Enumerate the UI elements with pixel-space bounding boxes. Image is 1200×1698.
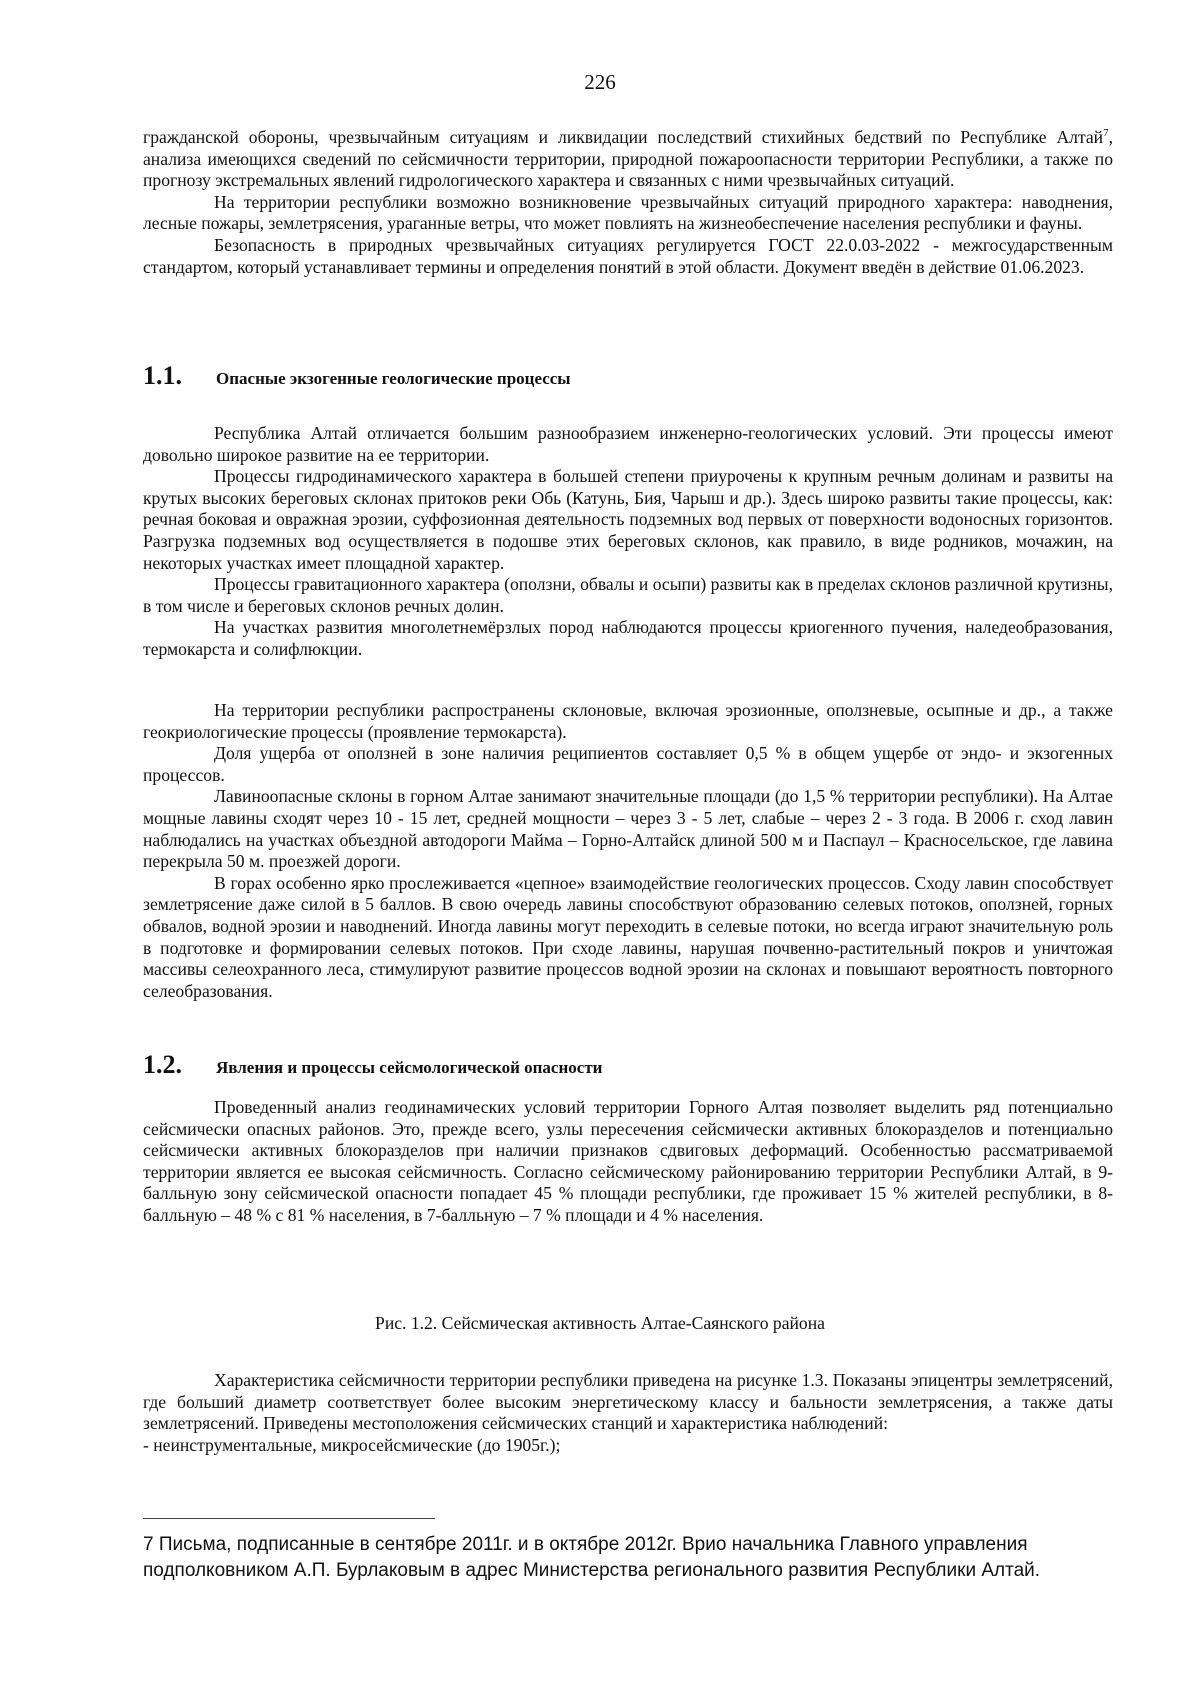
body-paragraph: На территории республики распространены склоновые, включая эрозионные, оползневые, осыпные и др., а также геокриологические процессы (проявление термокарста).	[143, 700, 1113, 742]
section-1-1-body	[143, 423, 1113, 661]
body-paragraph: Процессы гидродинамического характера в большей степени приурочены к крупным речным долинам и развиты на крутых высоких береговых склонах притоков реки Обь (Катунь, Бия, Чарыш и др.). Здесь широко развиты такие процессы, как: речная боковая и овражная эрозии, суффозионная деятельность подземных вод первых от поверхности водоносных горизонтов. Разгрузка подземных вод осуществляется в подошве этих береговых склонов, как правило, в виде родников, мочажин, на некоторых участках имеет площадной характер.	[143, 466, 1113, 573]
section-heading-1-1	[143, 361, 571, 391]
intro-paragraph-2: На территории республики возможно возникновение чрезвычайных ситуаций природного характера: наводнения, лесные пожары, землетрясения, ураганные ветры, что может повлиять на жизнеобеспечение населения республики и фауны.	[143, 191, 1113, 234]
body-paragraph: Характеристика сейсмичности территории республики приведена на рисунке 1.3. Показаны эпицентры землетрясений, где больший диаметр соответствует более высоким энергетическому классу и бальности землетрясения, а также даты землетрясений. Приведены местоположения сейсмических станций и характеристика наблюдений:	[143, 1370, 1113, 1434]
body-paragraph: Проведенный анализ геодинамических условий территории Горного Алтая позволяет выделить ряд потенциально сейсмически опасных районов. Это, прежде всего, узлы пересечения сейсмически активных блокоразделов и потенциально сейсмически активных блокоразделов при наличии признаков сдвиговых деформаций. Особенностью рассматриваемой территории является ее высокая сейсмичность. Согласно сейсмическому районированию территории Республики Алтай, в 9-балльную зону сейсмической опасности попадает 45 % площади республики, где проживает 15 % жителей республики, в 8-балльную – 48 % с 81 % населения, в 7-балльную – 7 % площади и 4 % населения.	[143, 1097, 1113, 1225]
intro-text-1-continued: , анализа имеющихся сведений по сейсмичности территории, природной пожароопасности территории Республики, а также по прогнозу экстремальных явлений гидрологического характера и связанных с ними чрезвычайных ситуаций.	[143, 127, 1113, 191]
after-figure-body	[143, 1370, 1113, 1456]
section-number: 1.2.	[143, 1050, 182, 1079]
intro-text-1: гражданской обороны, чрезвычайным ситуациям и ликвидации последствий стихийных бедствий по Республике Алтай	[143, 127, 1104, 147]
body-paragraph: Доля ущерба от оползней в зоне наличия реципиентов составляет 0,5 % в общем ущербе от эндо- и экзогенных процессов.	[143, 743, 1113, 785]
list-item: - неинструментальные, микросейсмические (до 1905г.);	[143, 1434, 561, 1455]
intro-block	[143, 127, 1113, 278]
section-number: 1.1.	[143, 361, 182, 390]
section-title: Явления и процессы сейсмологической опасности	[216, 1058, 603, 1077]
section-1-1-body-continued	[143, 700, 1113, 1002]
footnote-divider	[143, 1518, 435, 1519]
body-paragraph: Процессы гравитационного характера (оползни, обвалы и осыпи) развиты как в пределах склонов различной крутизны, в том числе и береговых склонов речных долин.	[143, 574, 1113, 616]
section-1-2-body	[143, 1097, 1113, 1227]
figure-caption: Рис. 1.2. Сейсмическая активность Алтае-Саянского района	[375, 1313, 825, 1333]
body-paragraph: Лавиноопасные склоны в горном Алтае занимают значительные площади (до 1,5 % территории республики). На Алтае мощные лавины сходят через 10 - 15 лет, средней мощности – через 3 - 5 лет, слабые – через 2 - 3 года. В 2006 г. сход лавин наблюдались на участках объездной автодороги Майма – Горно-Алтайск длиной 500 м и Паспаул – Красносельское, где лавина перекрыла 50 м. проезжей дороги.	[143, 786, 1113, 872]
body-paragraph: На участках развития многолетнемёрзлых пород наблюдаются процессы криогенного пучения, наледеобразования, термокарста и солифлюкции.	[143, 617, 1113, 659]
body-paragraph: В горах особенно ярко прослеживается «цепное» взаимодействие геологических процессов. Сходу лавин способствует землетрясение даже силой в 5 баллов. В свою очередь лавины способствуют образованию селевых потоков, оползней, горных обвалов, водной эрозии и наводнений. Иногда лавины могут переходить в селевые потоки, но всегда играют значительную роль в подготовке и формировании селевых потоков. При сходе лавины, нарушая почвенно-растительный покров и уничтожая массивы селеохранного леса, стимулируют развитие процессов водной эрозии на склонах и повышают вероятность повторного селеобразования.	[143, 872, 1113, 1001]
intro-paragraph-3: Безопасность в природных чрезвычайных ситуациях регулируется ГОСТ 22.0.03-2022 - межгосударственным стандартом, который устанавливает термины и определения понятий в этой области. Документ введён в действие 01.06.2023.	[143, 234, 1113, 277]
footnote-reference[interactable]: 7	[1103, 127, 1109, 140]
section-title: Опасные экзогенные геологические процессы	[216, 369, 571, 388]
section-heading-1-2	[143, 1050, 602, 1080]
page-number: 226	[584, 70, 616, 94]
body-paragraph: Республика Алтай отличается большим разнообразием инженерно-геологических условий. Эти процессы имеют довольно широкое развитие на ее территории.	[143, 423, 1113, 465]
footnote: 7 Письма, подписанные в сентябре 2011г. и в октябре 2012г. Врио начальника Главного управления подполковником А.П. Бурлаковым в адрес Министерства регионального развития Республики Алтай.	[143, 1534, 1041, 1581]
intro-paragraph-1	[143, 127, 1113, 192]
